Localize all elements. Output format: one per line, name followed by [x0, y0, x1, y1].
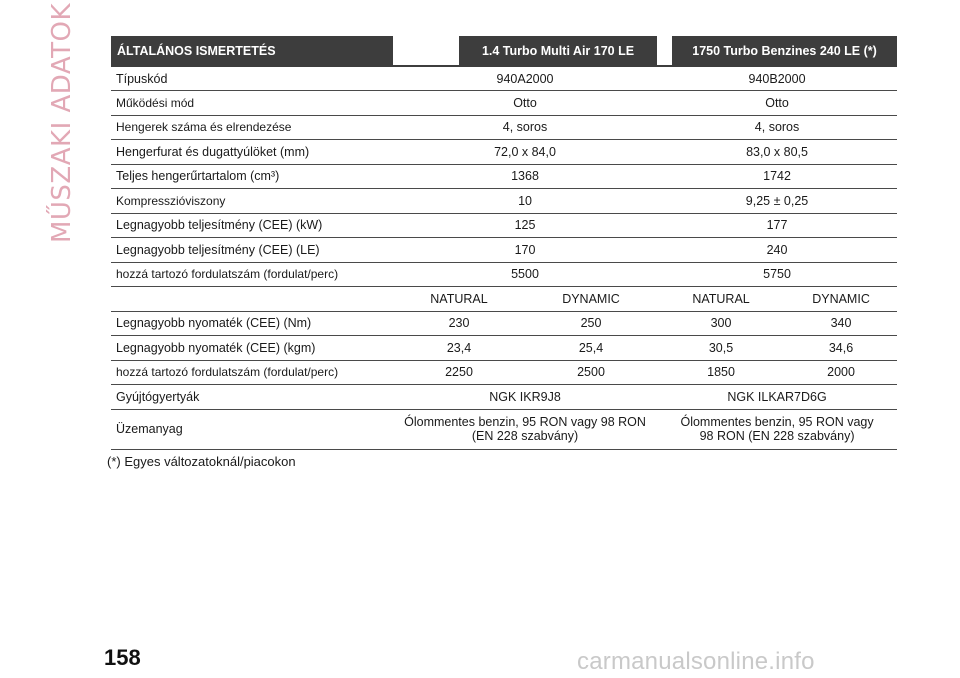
row-label: Típuskód	[116, 71, 168, 86]
table-row	[111, 91, 897, 116]
value: 230	[448, 316, 470, 331]
engine2-value: 4, soros	[754, 120, 800, 135]
engine1-value: 940A2000	[496, 71, 554, 86]
header-gap-2	[657, 36, 672, 66]
value: 34,6	[828, 340, 854, 355]
table-row	[111, 213, 897, 238]
row-label: Legnagyobb teljesítmény (CEE) (kW)	[116, 218, 323, 233]
row-label: hozzá tartozó fordulatszám (fordulat/perc)	[116, 365, 339, 380]
engine1-value: Otto	[513, 95, 537, 110]
table-row	[111, 66, 897, 91]
table-row	[111, 238, 897, 263]
engine2-value: 177	[766, 218, 788, 233]
value: 25,4	[578, 340, 604, 355]
table-row	[111, 140, 897, 165]
page-number: 158	[104, 645, 141, 670]
table-row	[111, 409, 897, 449]
row-label: Hengerfurat és dugattyúlöket (mm)	[116, 144, 310, 159]
mode-row	[111, 287, 897, 312]
row-label: Teljes hengerűrtartalom (cm³)	[116, 169, 280, 184]
engine2-value: Otto	[765, 95, 789, 110]
header-engine-1: 1.4 Turbo Multi Air 170 LE	[459, 36, 657, 66]
row-label: Legnagyobb nyomaték (CEE) (kgm)	[116, 340, 316, 355]
engine1-value: 10	[518, 193, 532, 208]
engine2-value: 1742	[763, 169, 791, 184]
engine2-value: 5750	[763, 267, 791, 282]
table-row	[111, 189, 897, 214]
value: 2000	[827, 365, 855, 380]
watermark: carmanualsonline.info	[577, 648, 815, 675]
row-label: Működési mód	[116, 95, 195, 110]
row-label-empty	[111, 287, 393, 312]
engine1-value: NGK IKR9J8	[489, 389, 561, 404]
engine1-value	[393, 409, 657, 449]
table-row	[111, 115, 897, 140]
value: 250	[580, 316, 602, 331]
header-gap	[393, 36, 459, 66]
value: 300	[710, 316, 732, 331]
row-label: Legnagyobb teljesítmény (CEE) (LE)	[116, 242, 320, 257]
value: 23,4	[446, 340, 472, 355]
fuel-line: (EN 228 szabvány)	[471, 429, 579, 443]
table-row	[111, 262, 897, 287]
mode-label: DYNAMIC	[562, 291, 620, 306]
engine1-value: 72,0 x 84,0	[494, 144, 556, 159]
engine2-value: 240	[766, 242, 788, 257]
row-label: Legnagyobb nyomaték (CEE) (Nm)	[116, 316, 312, 331]
header-general: ÁLTALÁNOS ISMERTETÉS	[111, 36, 393, 66]
engine1-value: 1368	[511, 169, 539, 184]
row-label: hozzá tartozó fordulatszám (fordulat/perc)	[116, 267, 339, 282]
mode-label: NATURAL	[692, 291, 750, 306]
section-side-tab-label: MŰSZAKI ADATOK	[47, 2, 77, 244]
table-row	[111, 164, 897, 189]
value: 340	[830, 316, 852, 331]
mode-label: DYNAMIC	[812, 291, 870, 306]
engine1-value: 170	[514, 242, 536, 257]
table-header-row	[111, 36, 897, 66]
engine1-value: 125	[514, 218, 536, 233]
footnote: (*) Egyes változatoknál/piacokon	[107, 454, 296, 469]
engine2-value	[657, 409, 897, 449]
value: 1850	[707, 365, 735, 380]
engine2-value: 83,0 x 80,5	[746, 144, 808, 159]
specs-table	[111, 36, 897, 450]
header-engine-2: 1750 Turbo Benzines 240 LE (*)	[672, 36, 897, 66]
row-label: Üzemanyag	[116, 422, 183, 436]
section-side-tab	[44, 2, 80, 244]
engine2-value: NGK ILKAR7D6G	[727, 389, 827, 404]
engine1-value: 4, soros	[502, 120, 548, 135]
engine2-value: 9,25 ± 0,25	[745, 193, 809, 208]
mode-label: NATURAL	[430, 291, 488, 306]
table-row	[111, 311, 897, 336]
fuel-line: Ólommentes benzin, 95 RON vagy 98 RON	[404, 415, 646, 429]
table-row	[111, 336, 897, 361]
fuel-line: 98 RON (EN 228 szabvány)	[699, 429, 855, 443]
row-label: Hengerek száma és elrendezése	[116, 120, 292, 135]
engine1-value: 5500	[511, 267, 539, 282]
value: 30,5	[708, 340, 734, 355]
table-row	[111, 360, 897, 385]
row-label: Kompresszióviszony	[116, 193, 226, 208]
fuel-line: Ólommentes benzin, 95 RON vagy	[680, 415, 874, 429]
table-row	[111, 385, 897, 410]
row-label: Gyújtógyertyák	[116, 389, 200, 404]
value: 2500	[577, 365, 605, 380]
engine2-value: 940B2000	[748, 71, 806, 86]
value: 2250	[445, 365, 473, 380]
